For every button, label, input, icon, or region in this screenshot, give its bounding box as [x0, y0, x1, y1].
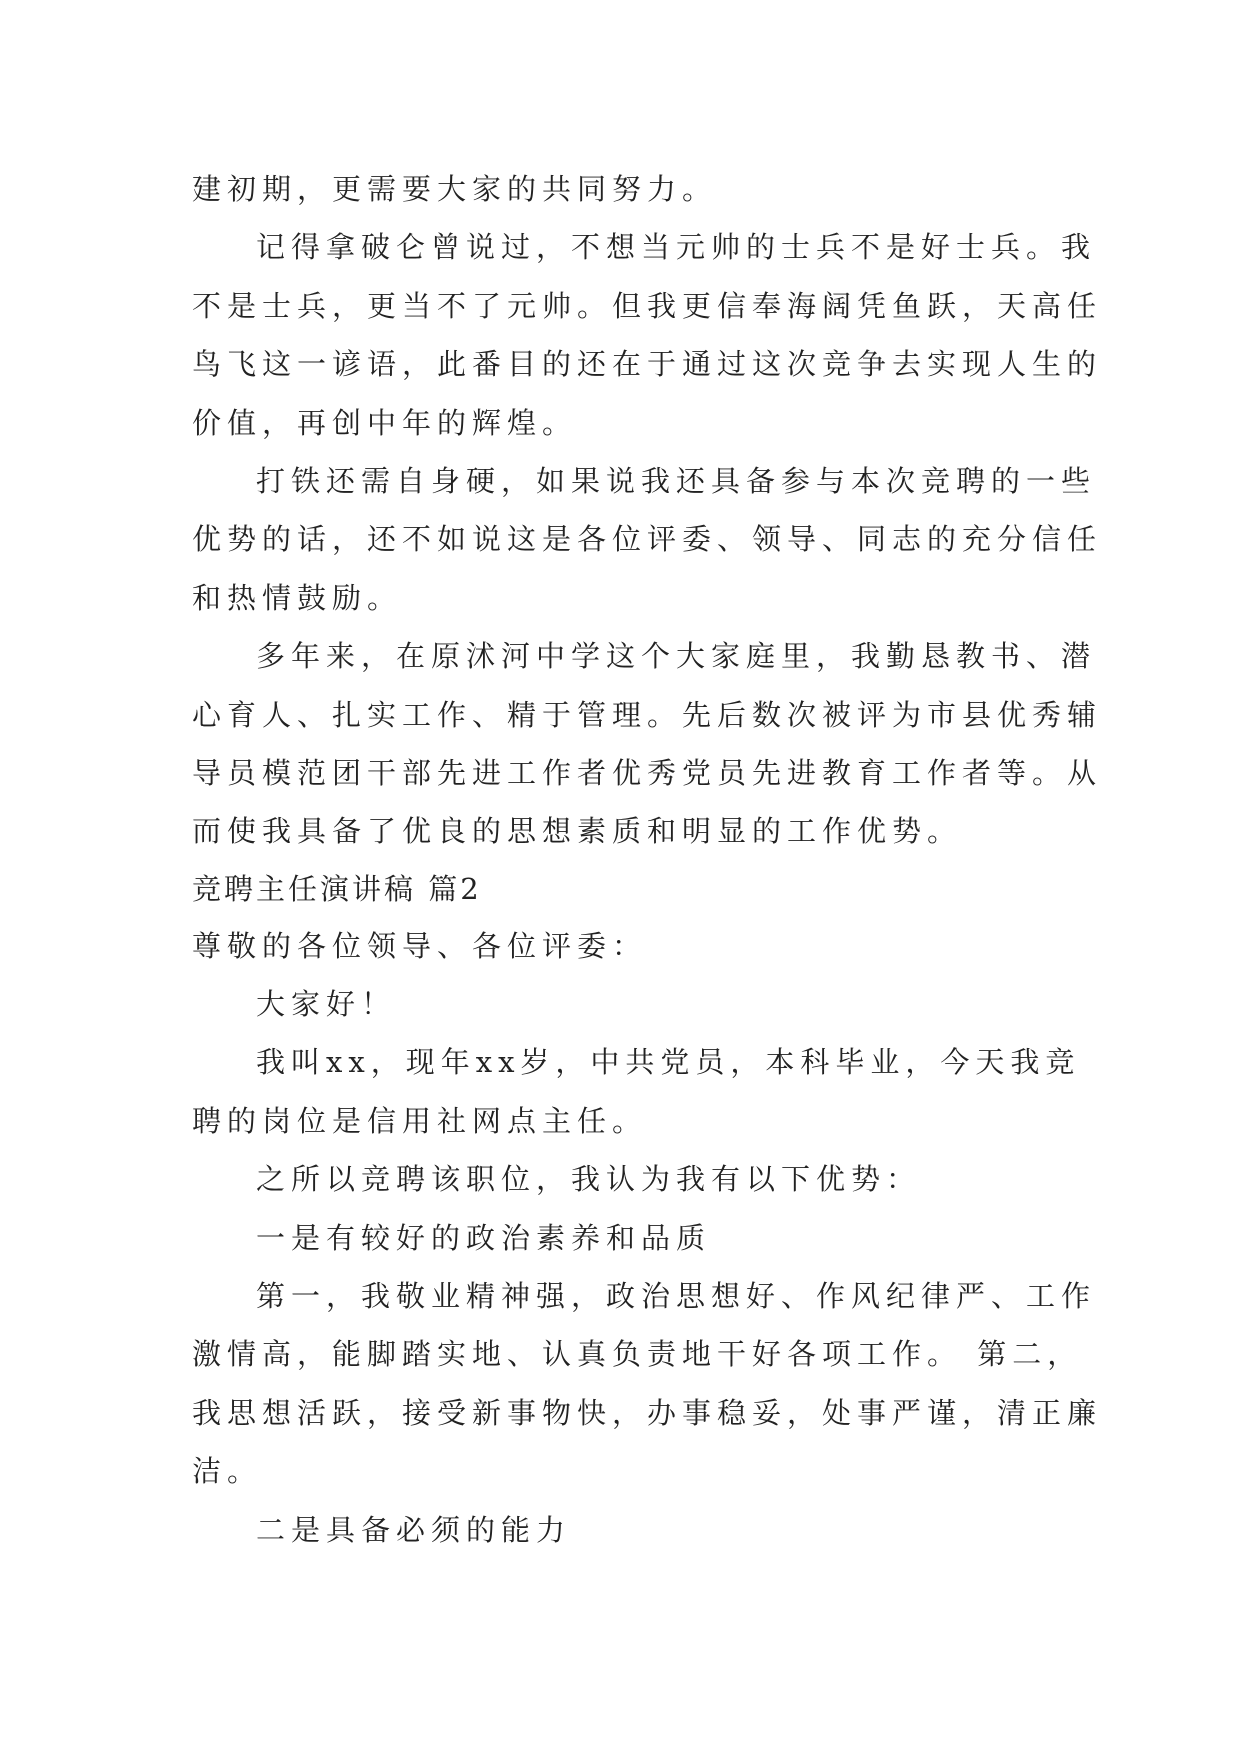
- text-line: 价值，再创中年的辉煌。: [192, 405, 578, 440]
- subheading-line: 一是有较好的政治素养和品质: [256, 1220, 712, 1255]
- paragraph-start-line: 打铁还需自身硬，如果说我还具备参与本次竞聘的一些: [256, 463, 1097, 498]
- salutation-line: 尊敬的各位领导、各位评委：: [192, 928, 648, 963]
- subheading-line: 二是具备必须的能力: [256, 1512, 572, 1547]
- text-line: 我思想活跃，接受新事物快，办事稳妥，处事严谨，清正廉: [192, 1395, 1103, 1430]
- text-line: 而使我具备了优良的思想素质和明显的工作优势。: [192, 814, 963, 849]
- text-line: 鸟飞这一谚语，此番目的还在于通过这次竞争去实现人生的: [192, 347, 1103, 382]
- text-line: 心育人、扎实工作、精于管理。先后数次被评为市县优秀辅: [192, 697, 1103, 732]
- paragraph-start-line: 多年来，在原沭河中学这个大家庭里，我勤恳教书、潜: [256, 639, 1097, 674]
- paragraph-start-line: 第一，我敬业精神强，政治思想好、作风纪律严、工作: [256, 1279, 1097, 1314]
- text-line: 聘的岗位是信用社网点主任。: [192, 1103, 648, 1138]
- text-line: 洁。: [192, 1454, 263, 1489]
- paragraph-start-line: 我叫xx，现年xx岁，中共党员，本科毕业，今天我竞: [256, 1045, 1081, 1080]
- greeting-line: 大家好！: [256, 987, 397, 1022]
- section-heading: 竞聘主任演讲稿 篇2: [192, 871, 482, 906]
- text-line: 不是士兵，更当不了元帅。但我更信奉海阔凭鱼跃，天高任: [192, 288, 1103, 323]
- text-line: 和热情鼓励。: [192, 580, 403, 615]
- paragraph-start-line: 之所以竞聘该职位，我认为我有以下优势：: [256, 1162, 922, 1197]
- paragraph-start-line: 记得拿破仑曾说过，不想当元帅的士兵不是好士兵。我: [256, 230, 1097, 265]
- document-body: [192, 160, 1103, 1559]
- text-line: 激情高，能脚踏实地、认真负责地干好各项工作。 第二，: [192, 1337, 1083, 1372]
- text-line: 建初期，更需要大家的共同努力。: [192, 172, 718, 206]
- text-line: 优势的话，还不如说这是各位评委、领导、同志的充分信任: [192, 522, 1103, 557]
- text-line: 导员模范团干部先进工作者优秀党员先进教育工作者等。从: [192, 755, 1103, 790]
